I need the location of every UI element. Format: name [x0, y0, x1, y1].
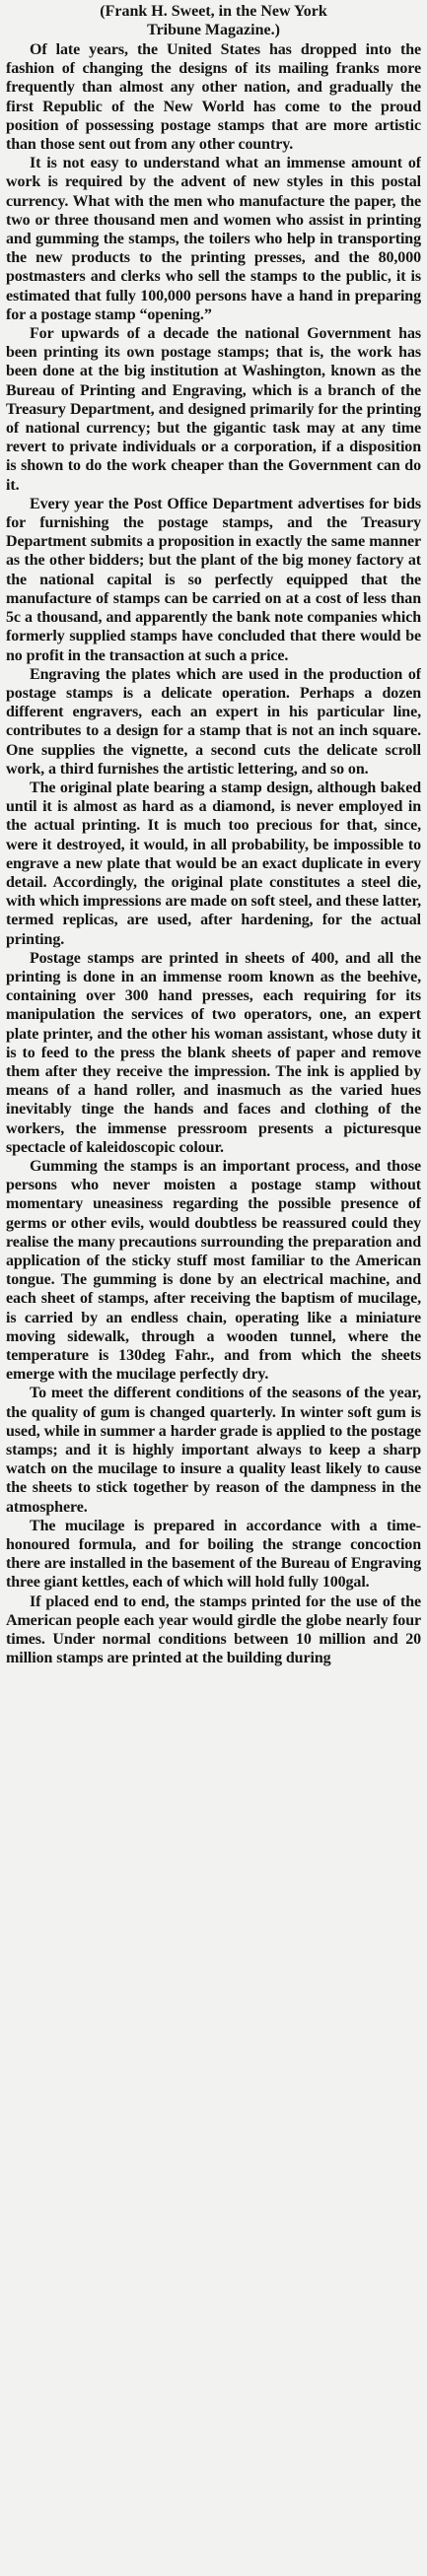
- paragraph-engraving: Engraving the plates which are used in the production of postage stamps is a delicate operation. Perhaps a dozen different engravers, each an expert in his particular line, contributes to a design for a stamp that is not an inch square. One supplies the vignette, a second cuts the delicate scroll work, a third furnishes the artistic lettering, and so on.: [6, 665, 421, 778]
- byline: [6, 2, 421, 39]
- paragraph-workforce: It is not easy to understand what an immense amount of work is required by the advent of new styles in this postal currency. What with the men who manufacture the paper, the two or three thousand men and women who assist in printing and gumming the stamps, the toilers who help in transporting the new products to the printing presses, and the 80,000 postmasters and clerks who sell the stamps to the public, it is estimated that fully 100,000 persons have a hand in preparing for a postage stamp “opening.”: [6, 155, 421, 323]
- paragraph-printing-room: Postage stamps are printed in sheets of 400, and all the printing is done in an immense room known as the beehive, containing over 300 hand presses, each requiring for its manipulation the services of two operators, one, an expert plate printer, and the other his woman assistant, whose duty it is to feed to the press the blank sheets of paper and remove them after they receive the impression. The ink is applied by means of a hand roller, and inasmuch as the varied hues inevitably tinge the hands and faces and clothing of the workers, the immense pressroom presents a picturesque spectacle of kaleidoscopic colour.: [6, 949, 421, 1156]
- byline-source: Tribune Magazine.): [147, 22, 280, 38]
- paragraph-mucilage-kettles: The mucilage is prepared in accordance with a time-honoured formula, and for boiling the strange concoction there are installed in the basement of the Bureau of Engraving three giant kettles, each of which will hold fully 100gal.: [6, 1517, 421, 1592]
- paragraph-government-printing: For upwards of a decade the national Government has been printing its own postage stamps; that is, the work has been done at the big institution at Washington, known as the Bureau of Printing and Engraving, which is a branch of the Treasury Department, and designed primarily for the printing of national currency; but the gigantic task may at any time revert to private individuals or a corporation, if a disposition is shown to do the work cheaper than the Government can do it.: [6, 325, 421, 494]
- paragraph-seasonal-gum: To meet the different conditions of the seasons of the year, the quality of gum is changed quarterly. In winter soft gum is used, while in summer a harder grade is applied to the postage stamps; and it is highly important always to keep a sharp watch on the mucilage to insure a quality least likely to cause the sheets to stick together by reason of the dampness in the atmosphere.: [6, 1385, 421, 1516]
- byline-author: (Frank H. Sweet, in the New York: [100, 3, 327, 20]
- paragraph-stamp-volume: If placed end to end, the stamps printed for the use of the American people each year would girdle the globe nearly four times. Under normal conditions between 10 million and 20 million stamps are printed at the building during: [6, 1593, 421, 1667]
- paragraph-original-plate: The original plate bearing a stamp design, although baked until it is almost as hard as a diamond, is never employed in the actual printing. It is much too precious for that, since, were it destroyed, it would, in all probability, be impossible to engrave a new plate that would be an exact duplicate in every detail. Accordingly, the original plate constitutes a steel die, with which impressions are made on soft steel, and these latter, termed replicas, are used, after hardening, for the actual printing.: [6, 779, 421, 948]
- paragraph-bidding: Every year the Post Office Department advertises for bids for furnishing the postage stamps, and the Treasury Department submits a proposition in exactly the same manner as the other bidders; but the plant of the big money factory at the national capital is so perfectly equipped that the manufacture of stamps can be carried on at a cost of less than 5c a thousand, and apparently the bank note companies which formerly supplied stamps have concluded that there would be no profit in the transaction at such a price.: [6, 495, 421, 664]
- article-column: [6, 0, 421, 2576]
- paragraph-intro: Of late years, the United States has dropped into the fashion of changing the designs of its mailing franks more frequently than almost any other nation, and gradually the first Republic of the New World has come to the proud position of possessing postage stamps that are more artistic than those sent out from any other country.: [6, 41, 421, 154]
- paragraph-gumming: Gumming the stamps is an important process, and those persons who never moisten a postage stamp without momentary uneasiness regarding the possible presence of germs or other evils, would doubtless be reassured could they realise the many precautions surrounding the preparation and application of the sticky stuff most familiar to the American tongue. The gumming is done by an electrical machine, and each sheet of stamps, after receiving the baptism of mucilage, is carried by an endless chain, operating like a miniature moving sidewalk, through a wooden tunnel, where the temperature is 130deg Fahr., and from which the sheets emerge with the mucilage perfectly dry.: [6, 1157, 421, 1384]
